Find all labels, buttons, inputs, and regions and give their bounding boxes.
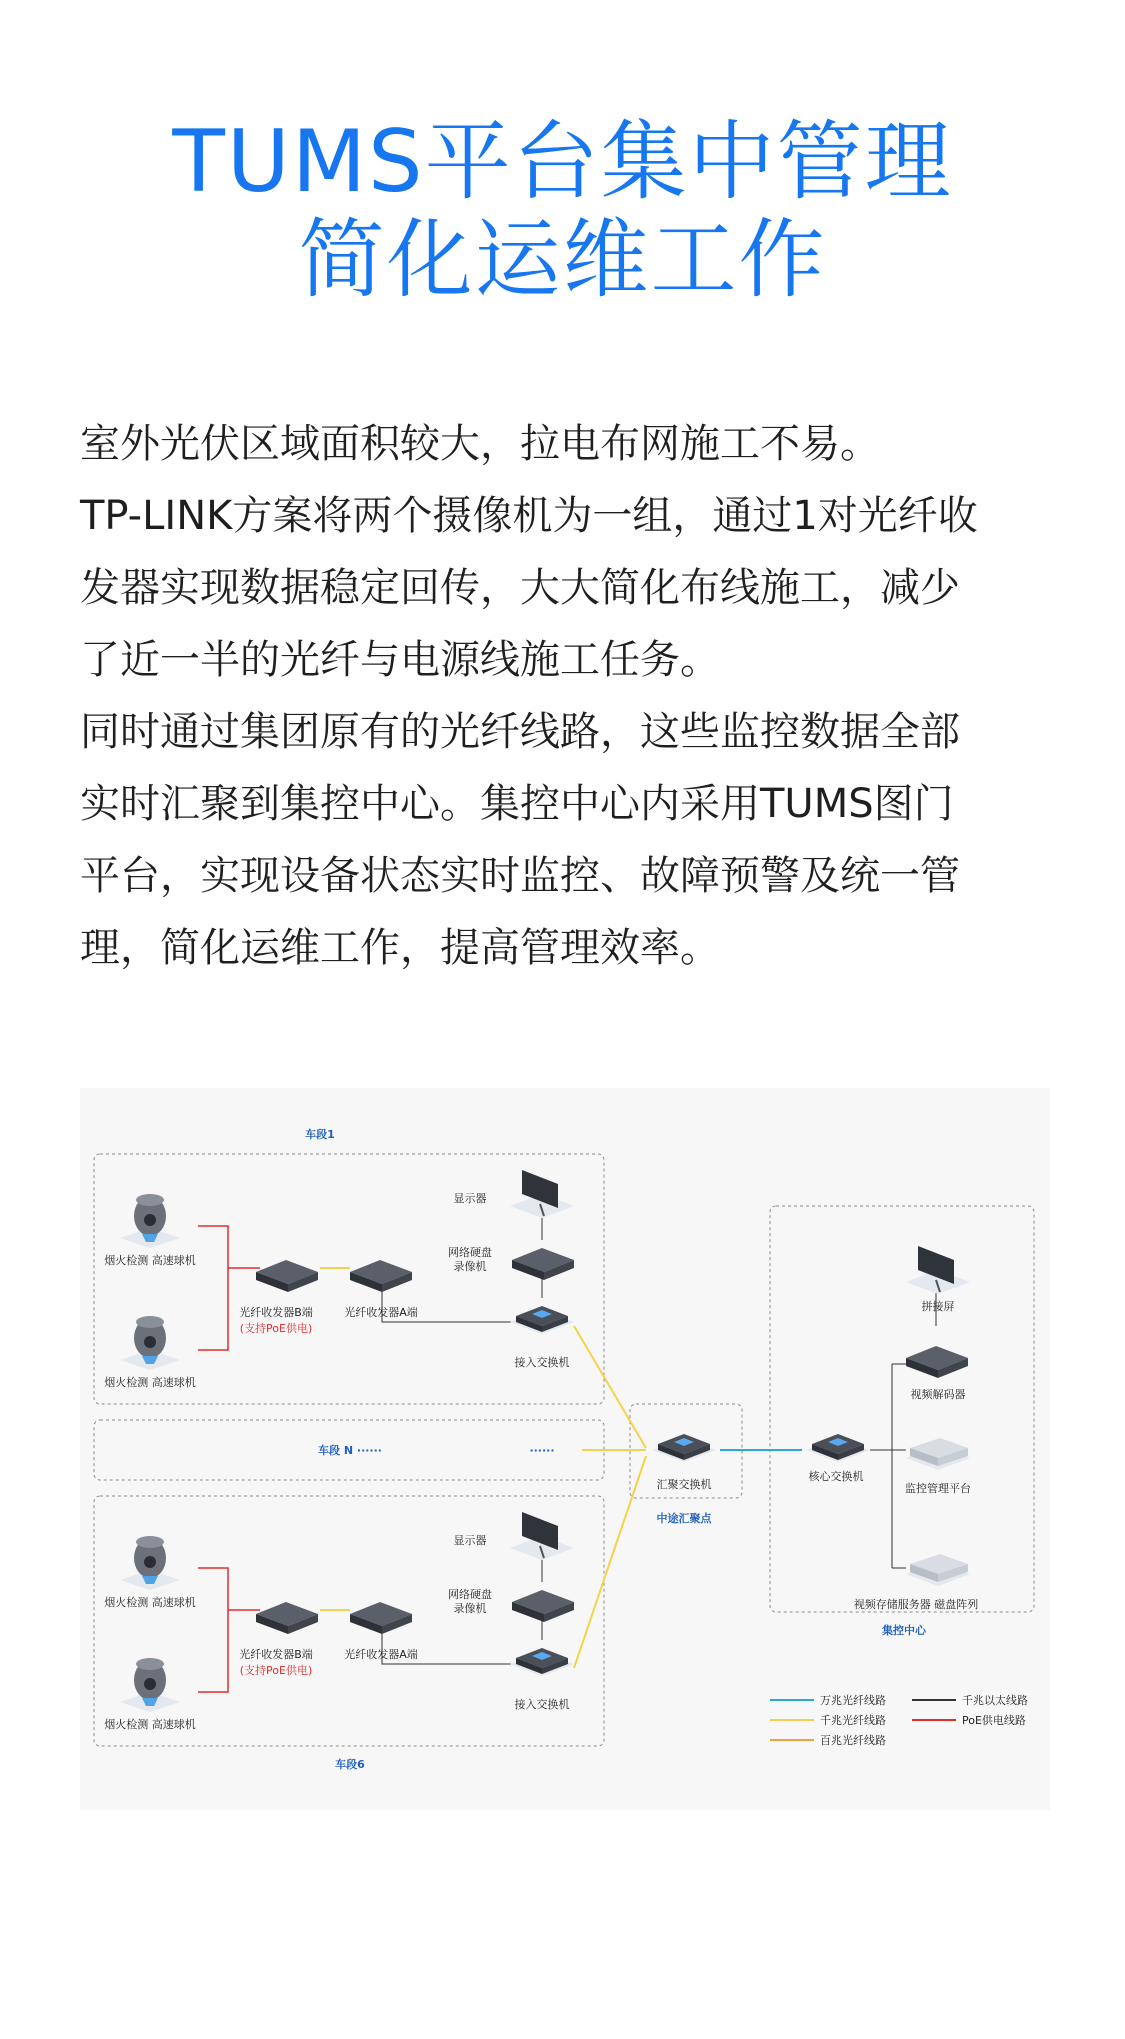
core-switch-icon [806, 1434, 870, 1462]
video-wall-label: 拼接屏 [921, 1300, 955, 1313]
paragraph-line: 实时汇聚到集控中心。集控中心内采用TUMS图门 [80, 781, 954, 827]
camera-icon [120, 1658, 180, 1712]
network-diagram-svg [80, 1088, 1050, 1810]
fiber-transceiver-a-icon [350, 1602, 412, 1634]
nvr-icon [512, 1248, 574, 1280]
nvr-label: 录像机 [453, 1260, 487, 1273]
access-switch-label: 接入交换机 [514, 1356, 570, 1369]
nvr-label: 录像机 [453, 1602, 487, 1615]
legend-label: 千兆光纤线路 [820, 1714, 886, 1727]
relay-label: 中途汇聚点 [656, 1512, 712, 1525]
paragraph-line: TP-LINK方案将两个摄像机为一组，通过1对光纤收 [80, 493, 978, 539]
paragraph-2 [80, 480, 1060, 696]
legend-label: 百兆光纤线路 [820, 1734, 886, 1747]
camera-label: 烟火检测 高速球机 [104, 1376, 196, 1389]
legend-label: 千兆以太线路 [962, 1694, 1028, 1707]
segment-n-label: 车段 N ······ [318, 1444, 382, 1457]
camera-icon [120, 1536, 180, 1590]
nvr-label: 网络硬盘 [448, 1588, 492, 1601]
nvr-label: 网络硬盘 [448, 1246, 492, 1259]
storage-label: 视频存储服务器 磁盘阵列 [853, 1598, 979, 1611]
camera-label: 烟火检测 高速球机 [104, 1596, 196, 1609]
camera-icon [120, 1316, 180, 1370]
fiber-a-label: 光纤收发器A端 [344, 1648, 418, 1661]
paragraph-line: 室外光伏区域面积较大，拉电布网施工不易。 [80, 421, 880, 467]
fiber-b-label: 光纤收发器B端 [239, 1306, 313, 1319]
legend-label: PoE供电线路 [962, 1714, 1026, 1727]
segment-6-label: 车段6 [335, 1758, 365, 1771]
access-switch-icon [510, 1648, 574, 1676]
access-switch-label: 接入交换机 [514, 1698, 570, 1711]
video-wall-icon [906, 1246, 970, 1294]
aggregation-switch-icon [652, 1434, 716, 1462]
fiber-transceiver-b-icon [256, 1602, 318, 1634]
legend-label: 万兆光纤线路 [820, 1694, 886, 1707]
segment-1-label: 车段1 [305, 1128, 335, 1141]
monitor-label: 显示器 [453, 1192, 487, 1205]
page-title-line-1: TUMS平台集中管理 [172, 112, 953, 212]
decoder-label: 视频解码器 [910, 1388, 966, 1401]
paragraph-line: 发器实现数据稳定回传，大大简化布线施工，减少 [80, 565, 960, 611]
monitor-icon [510, 1170, 574, 1218]
fiber-transceiver-a-icon [350, 1260, 412, 1292]
fiber-transceiver-b-icon [256, 1260, 318, 1292]
ethernet-line [870, 1364, 906, 1568]
paragraph-line: 平台，实现设备状态实时监控、故障预警及统一管 [80, 853, 960, 899]
network-diagram [80, 1088, 1050, 1810]
platform-label: 监控管理平台 [905, 1482, 971, 1495]
fiber-b-note: (支持PoE供电) [239, 1322, 313, 1335]
storage-server-icon [906, 1554, 970, 1586]
platform-server-icon [906, 1438, 970, 1470]
camera-label: 烟火检测 高速球机 [104, 1718, 196, 1731]
video-decoder-icon [906, 1346, 968, 1378]
nvr-icon [512, 1590, 574, 1622]
center-frame [770, 1206, 1034, 1612]
paragraph-line: 理，简化运维工作，提高管理效率。 [80, 925, 720, 971]
legend [770, 1693, 1028, 1747]
access-switch-icon [510, 1306, 574, 1334]
fiber-b-label: 光纤收发器B端 [239, 1648, 313, 1661]
fiber-b-note: (支持PoE供电) [239, 1664, 313, 1677]
fiber-a-label: 光纤收发器A端 [344, 1306, 418, 1319]
camera-label: 烟火检测 高速球机 [104, 1254, 196, 1267]
monitor-label: 显示器 [453, 1534, 487, 1547]
agg-switch-label: 汇聚交换机 [656, 1478, 712, 1491]
gigabit-fiber-line [574, 1326, 646, 1448]
paragraph-3 [80, 696, 1060, 984]
center-label: 集控中心 [882, 1624, 926, 1637]
paragraph-line: 了近一半的光纤与电源线施工任务。 [80, 637, 720, 683]
page-title-line-2: 简化运维工作 [298, 210, 827, 310]
segment-n-dots: ······ [529, 1444, 555, 1457]
gigabit-fiber-line [574, 1456, 646, 1668]
core-switch-label: 核心交换机 [808, 1470, 864, 1483]
paragraph-line: 同时通过集团原有的光纤线路，这些监控数据全部 [80, 709, 960, 755]
monitor-icon [510, 1512, 574, 1560]
paragraph-1 [80, 408, 1060, 480]
camera-icon [120, 1194, 180, 1248]
